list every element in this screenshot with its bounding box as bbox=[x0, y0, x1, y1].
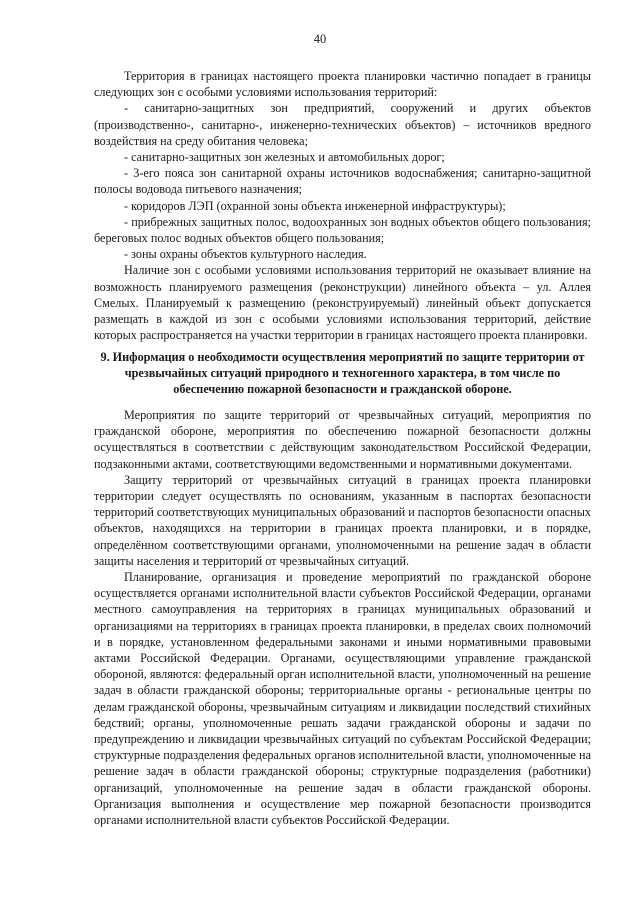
zone-item: - зоны охраны объектов культурного наследия. bbox=[124, 247, 367, 262]
page-number: 40 bbox=[313, 32, 327, 46]
zone-item: - прибрежных защитных полос, водоохранных зон водных объектов общего пользования; береговых полос водных объектов общего пользования; bbox=[94, 214, 591, 246]
section-paragraph: Мероприятия по защите территорий от чрезвычайных ситуаций, мероприятия по гражданской обороне, мероприятия по обеспечению пожарной безопасности должны осуществляться в соответствии с действующим законодательством Российской Федерации, подзаконными актами, соответствующими ведомственными и нормативными документами. bbox=[94, 408, 591, 471]
zones-conclusion: Наличие зон с особыми условиями использования территорий не оказывает влияние на возможность планируемого размещения (реконструкции) линейного объекта – ул. Аллея Смелых. Планируемый к размещению (реконструируемый) линейный объект допускается размещать в каждой из зон с особыми условиями использования территорий, действие которых распространяется на участки территории в границах настоящего проекта планировки. bbox=[94, 263, 591, 343]
zone-item: - коридоров ЛЭП (охранной зоны объекта инженерной инфраструктуры); bbox=[124, 198, 506, 213]
section-paragraph: Планирование, организация и проведение мероприятий по гражданской обороне осуществляется органами исполнительной власти субъектов Российской Федерации, органами местного самоуправления на территориях в границах муниципальных образований и организациями на территориях в границах проекта планировки, в пределах своих полномочий и в порядке, установленном федеральными законами и иными нормативными правовыми актами Российской Федерации. Органами, осуществляющими управление гражданской обороной, являются: федеральный орган исполнительной власти, уполномоченный на решение задач в области гражданской обороны; территориальные органы - региональные центры по делам гражданской обороны, чрезвычайным ситуациям и ликвидации последствий стихийных бедствий; органы, уполномоченные решать задачи гражданской обороны и задачи по предупреждению и ликвидации чрезвычайных ситуаций по субъектам Российской Федерации; структурные подразделения федеральных органов исполнительной власти, уполномоченные на решение задач в области гражданской обороны; структурные подразделения (работники) организаций, уполномоченные на решение задач в области гражданской обороны. Организация выполнения и осуществление мер пожарной безопасности производится органами исполнительной власти субъектов Российской Федерации. bbox=[94, 570, 591, 828]
section-paragraph: Защиту территорий от чрезвычайных ситуаций в границах проекта планировки территории следует осуществлять по основаниям, указанным в паспортах безопасности территорий соответствующих муниципальных образований и паспортов безопасности опасных объектов, находящихся на территории в границах проекта планировки, и в порядке, определённом соответствующими органами, уполномоченными на решение задач в области защиты населения и территорий от чрезвычайных ситуаций. bbox=[94, 472, 591, 568]
section-body bbox=[94, 407, 591, 828]
zone-item: - санитарно-защитных зон железных и автомобильных дорог; bbox=[124, 150, 445, 165]
zones-block bbox=[94, 68, 591, 343]
zone-item: - 3-его пояса зон санитарной охраны источников водоснабжения; санитарно-защитной полосы водовода питьевого назначения; bbox=[94, 166, 591, 197]
zone-item: - санитарно-защитных зон предприятий, сооружений и других объектов (производственно-, санитарно-, инженерно-технических объектов) – источников вредного воздействия на среду обитания человека; bbox=[94, 101, 591, 148]
section-heading: 9. Информация о необходимости осуществления мероприятий по защите территории от чрезвычайных ситуаций природного и техногенного характера, в том числе по обеспечению пожарной безопасности и гражданской обороне. bbox=[100, 350, 585, 397]
zones-intro: Территория в границах настоящего проекта планировки частично попадает в границы следующих зон с особыми условиями использования территорий: bbox=[94, 69, 591, 100]
